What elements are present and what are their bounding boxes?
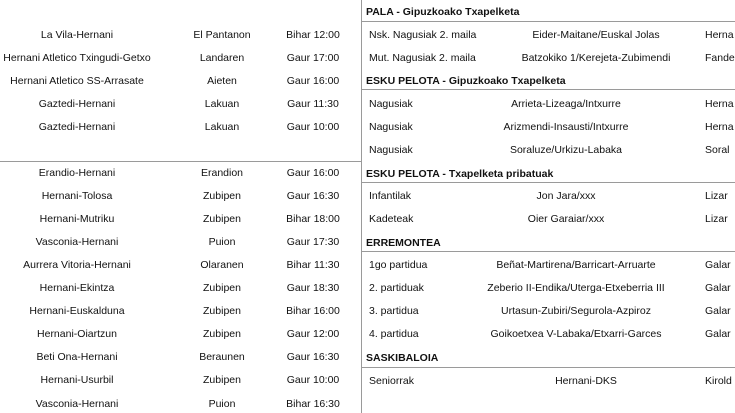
venue: Lakuan	[204, 98, 240, 110]
venue: Zubipen	[203, 282, 241, 294]
match-name: Arizmendi-Insausti/Intxurre	[503, 121, 629, 133]
match-time: Gaur 11:30	[287, 98, 339, 110]
match-time: Bihar 18:00	[286, 213, 340, 225]
category: Mut. Nagusiak 2. maila	[369, 52, 476, 64]
section-title-esku-pelota-pribatuak: ESKU PELOTA - Txapelketa pribatuak	[366, 168, 554, 180]
match-time: Gaur 10:00	[286, 374, 340, 386]
match-name: Oier Garaiar/xxx	[527, 213, 605, 225]
match-name: Eider-Maitane/Euskal Jolas	[532, 29, 660, 41]
category: Kadeteak	[369, 213, 414, 225]
venue: Lakuan	[204, 121, 240, 133]
match-name: Beti Ona-Hernani	[36, 351, 118, 363]
match-time: Gaur 16:00	[286, 75, 340, 87]
venue: Erandion	[200, 167, 244, 179]
venue: Lizar	[705, 190, 728, 202]
match-time: Bihar 16:00	[286, 305, 340, 317]
match-time: Gaur 16:30	[286, 190, 340, 202]
venue: Galar	[705, 282, 731, 294]
venue: Herna	[705, 121, 734, 133]
category: Nsk. Nagusiak 2. maila	[369, 29, 477, 41]
match-name: Hernani-Oiartzun	[37, 328, 117, 340]
match-name: Gaztedi-Hernani	[38, 98, 116, 110]
match-name: Gaztedi-Hernani	[38, 121, 116, 133]
match-name: Hernani Atletico SS-Arrasate	[10, 75, 144, 87]
section-title-pala: PALA - Gipuzkoako Txapelketa	[366, 6, 520, 18]
match-name: Hernani-DKS	[555, 375, 617, 387]
venue: Lizar	[705, 213, 728, 225]
match-name: Hernani-Tolosa	[41, 190, 113, 202]
section-divider	[361, 21, 735, 22]
category: Seniorrak	[369, 375, 414, 387]
match-time: Bihar 11:30	[286, 259, 340, 271]
match-time: Gaur 16:00	[286, 167, 340, 179]
venue: Galar	[705, 328, 731, 340]
match-name: Aurrera Vitoria-Hernani	[23, 259, 131, 271]
column-divider	[361, 0, 362, 413]
category: 2. partiduak	[369, 282, 424, 294]
section-divider	[361, 182, 735, 183]
match-name: Hernani-Euskalduna	[29, 305, 125, 317]
section-divider	[361, 251, 735, 252]
category: Nagusiak	[369, 121, 413, 133]
match-name: Goikoetxea V-Labaka/Etxarri-Garces	[490, 328, 662, 340]
venue: Soral	[705, 144, 730, 156]
match-name: Hernani Atletico Txingudi-Getxo	[3, 52, 151, 64]
match-name: Zeberio II-Endika/Uterga-Etxeberria III	[487, 282, 665, 294]
venue: Fande	[705, 52, 735, 64]
venue: El Pantanon	[193, 29, 251, 41]
match-name: Urtasun-Zubiri/Segurola-Azpiroz	[501, 305, 651, 317]
match-name: Vasconia-Hernani	[35, 398, 119, 410]
match-name: Hernani-Usurbil	[40, 374, 114, 386]
category: 1go partidua	[369, 259, 428, 271]
venue: Puion	[208, 236, 236, 248]
venue: Olaranen	[200, 259, 244, 271]
venue: Zubipen	[203, 213, 241, 225]
section-title-saskibaloia: SASKIBALOIA	[366, 352, 439, 364]
match-name: Erandio-Hernani	[38, 167, 116, 179]
venue: Kirold	[705, 375, 732, 387]
section-divider	[361, 367, 735, 368]
match-time: Gaur 17:30	[286, 236, 340, 248]
match-name: Batzokiko 1/Kerejeta-Zubimendi	[521, 52, 671, 64]
venue: Zubipen	[203, 374, 241, 386]
match-name: Jon Jara/xxx	[536, 190, 596, 202]
venue: Zubipen	[203, 328, 241, 340]
match-time: Gaur 10:00	[286, 121, 340, 133]
venue: Aieten	[207, 75, 237, 87]
left-section-divider	[0, 161, 361, 162]
match-name: Soraluze/Urkizu-Labaka	[509, 144, 623, 156]
match-name: Hernani-Mutriku	[39, 213, 115, 225]
section-divider	[361, 89, 735, 90]
section-title-esku-pelota-gipuzkoa: ESKU PELOTA - Gipuzkoako Txapelketa	[366, 75, 566, 87]
category: 3. partidua	[369, 305, 419, 317]
match-name: Beñat-Martirena/Barricart-Arruarte	[496, 259, 656, 271]
match-time: Gaur 17:00	[286, 52, 340, 64]
category: Nagusiak	[369, 144, 413, 156]
venue: Landaren	[199, 52, 245, 64]
match-name: Arrieta-Lizeaga/Intxurre	[511, 98, 621, 110]
venue: Herna	[705, 29, 734, 41]
match-name: Hernani-Ekintza	[39, 282, 115, 294]
section-title-erremontea: ERREMONTEA	[366, 237, 441, 249]
match-time: Gaur 12:00	[286, 328, 340, 340]
category: Infantilak	[369, 190, 412, 202]
venue: Zubipen	[203, 305, 241, 317]
venue: Galar	[705, 305, 731, 317]
category: 4. partidua	[369, 328, 419, 340]
match-name: Vasconia-Hernani	[35, 236, 119, 248]
match-time: Gaur 16:30	[286, 351, 340, 363]
match-time: Gaur 18:30	[286, 282, 340, 294]
venue: Puion	[208, 398, 236, 410]
venue: Beraunen	[199, 351, 245, 363]
venue: Zubipen	[203, 190, 241, 202]
venue: Herna	[705, 98, 734, 110]
match-time: Bihar 12:00	[286, 29, 340, 41]
venue: Galar	[705, 259, 731, 271]
match-time: Bihar 16:30	[286, 398, 340, 410]
match-name: La Vila-Hernani	[40, 29, 114, 41]
category: Nagusiak	[369, 98, 413, 110]
